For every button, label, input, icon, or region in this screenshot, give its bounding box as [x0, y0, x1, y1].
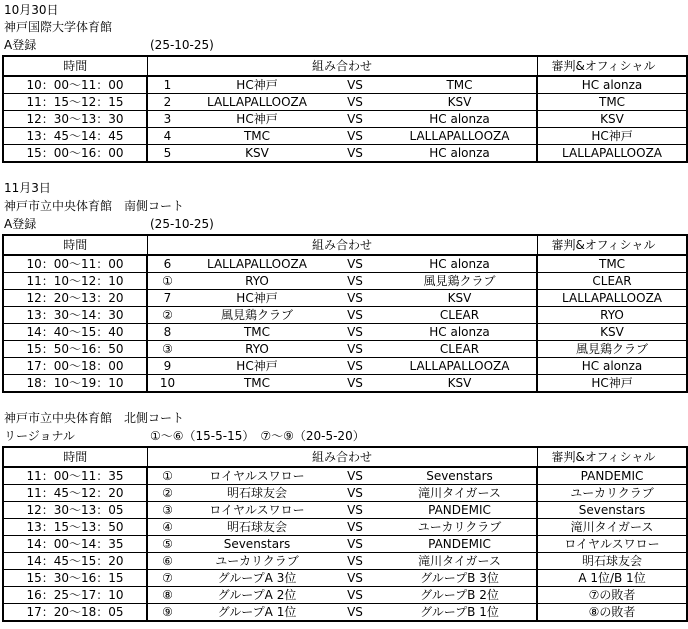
match-number: 4 [147, 128, 187, 145]
team-2: HC alonza [383, 145, 537, 163]
match-number: ① [147, 273, 187, 290]
section-header-line [4, 216, 214, 233]
vs-label: VS [327, 128, 383, 145]
team-1: Sevenstars [187, 536, 327, 553]
column-header-time: 時間 [3, 56, 147, 76]
vs-label: VS [327, 273, 383, 290]
vs-label: VS [327, 358, 383, 375]
referee-team: HC神戸 [537, 128, 687, 145]
section-header-code: ①～⑥（15-5-15） ⑦～⑨（20-5-20） [150, 429, 365, 443]
referee-team: TMC [537, 255, 687, 273]
match-number: ③ [147, 341, 187, 358]
table-row [3, 76, 687, 94]
team-1: RYO [187, 341, 327, 358]
match-time: 16：25～17：10 [3, 587, 147, 604]
vs-label: VS [327, 324, 383, 341]
match-time: 12：30～13：30 [3, 111, 147, 128]
vs-label: VS [327, 485, 383, 502]
referee-team: 風見鶏クラブ [537, 341, 687, 358]
referee-team: LALLAPALLOOZA [537, 145, 687, 163]
team-1: 明石球友会 [187, 485, 327, 502]
vs-label: VS [327, 536, 383, 553]
table-row [3, 604, 687, 622]
match-number: ⑨ [147, 604, 187, 622]
team-1: RYO [187, 273, 327, 290]
team-2: ユーカリクラブ [383, 519, 537, 536]
team-2: CLEAR [383, 307, 537, 324]
section-header-text: A登録 [4, 217, 37, 231]
table-header-row [3, 235, 687, 255]
match-time: 11：45～12：20 [3, 485, 147, 502]
referee-team: 滝川タイガース [537, 519, 687, 536]
referee-team: LALLAPALLOOZA [537, 290, 687, 307]
section-header-line: 神戸市立中央体育館 北側コート [4, 411, 185, 425]
team-1: ロイヤルスワロー [187, 467, 327, 485]
referee-team: HC alonza [537, 358, 687, 375]
column-header-referee: 審判&オフィシャル [537, 235, 687, 255]
table-row [3, 94, 687, 111]
match-number: ④ [147, 519, 187, 536]
table-row [3, 358, 687, 375]
team-1: TMC [187, 128, 327, 145]
team-1: グループA 3位 [187, 570, 327, 587]
match-time: 12：30～13：05 [3, 502, 147, 519]
team-2: グループB 2位 [383, 587, 537, 604]
team-2: グループB 3位 [383, 570, 537, 587]
team-1: ロイヤルスワロー [187, 502, 327, 519]
match-number: ② [147, 485, 187, 502]
match-number: 2 [147, 94, 187, 111]
vs-label: VS [327, 570, 383, 587]
team-2: 風見鶏クラブ [383, 273, 537, 290]
column-header-match: 組み合わせ [147, 447, 537, 467]
match-number: ⑥ [147, 553, 187, 570]
vs-label: VS [327, 145, 383, 163]
team-1: ユーカリクラブ [187, 553, 327, 570]
table-row [3, 519, 687, 536]
match-number: 1 [147, 76, 187, 94]
table-row [3, 111, 687, 128]
match-number: ⑤ [147, 536, 187, 553]
vs-label: VS [327, 290, 383, 307]
team-1: グループA 1位 [187, 604, 327, 622]
match-number: ③ [147, 502, 187, 519]
match-time: 14：00～14：35 [3, 536, 147, 553]
vs-label: VS [327, 553, 383, 570]
match-number: ① [147, 467, 187, 485]
team-1: KSV [187, 145, 327, 163]
vs-label: VS [327, 604, 383, 622]
column-header-time: 時間 [3, 235, 147, 255]
team-2: CLEAR [383, 341, 537, 358]
referee-team: RYO [537, 307, 687, 324]
match-time: 17：00～18：00 [3, 358, 147, 375]
match-number: 7 [147, 290, 187, 307]
table-row [3, 290, 687, 307]
section-header-line: 10月30日 [4, 3, 59, 17]
vs-label: VS [327, 111, 383, 128]
schedule-table [2, 55, 688, 163]
match-time: 10：00～11：00 [3, 76, 147, 94]
section-header-line [4, 428, 365, 445]
table-row [3, 324, 687, 341]
match-number: 3 [147, 111, 187, 128]
table-row [3, 128, 687, 145]
team-2: 滝川タイガース [383, 485, 537, 502]
section-header-code: (25-10-25) [150, 217, 214, 231]
column-header-referee: 審判&オフィシャル [537, 447, 687, 467]
vs-label: VS [327, 341, 383, 358]
section-header-text: A登録 [4, 38, 37, 52]
referee-team: ユーカリクラブ [537, 485, 687, 502]
team-1: TMC [187, 324, 327, 341]
match-time: 13：30～14：30 [3, 307, 147, 324]
match-number: 10 [147, 375, 187, 393]
referee-team: Sevenstars [537, 502, 687, 519]
team-2: KSV [383, 290, 537, 307]
team-2: HC alonza [383, 111, 537, 128]
team-1: LALLAPALLOOZA [187, 94, 327, 111]
team-2: HC alonza [383, 255, 537, 273]
match-number: 9 [147, 358, 187, 375]
referee-team: ⑦の敗者 [537, 587, 687, 604]
table-header-row [3, 56, 687, 76]
column-header-time: 時間 [3, 447, 147, 467]
column-header-match: 組み合わせ [147, 235, 537, 255]
table-row [3, 587, 687, 604]
team-1: HC神戸 [187, 76, 327, 94]
team-1: グループA 2位 [187, 587, 327, 604]
match-time: 15：30～16：15 [3, 570, 147, 587]
team-2: 滝川タイガース [383, 553, 537, 570]
match-time: 14：40～15：40 [3, 324, 147, 341]
team-2: PANDEMIC [383, 502, 537, 519]
team-2: HC alonza [383, 324, 537, 341]
table-row [3, 502, 687, 519]
match-time: 13：15～13：50 [3, 519, 147, 536]
table-row [3, 255, 687, 273]
vs-label: VS [327, 76, 383, 94]
vs-label: VS [327, 307, 383, 324]
team-2: LALLAPALLOOZA [383, 358, 537, 375]
referee-team: 明石球友会 [537, 553, 687, 570]
vs-label: VS [327, 94, 383, 111]
referee-team: HC神戸 [537, 375, 687, 393]
referee-team: ⑧の敗者 [537, 604, 687, 622]
team-2: グループB 1位 [383, 604, 537, 622]
vs-label: VS [327, 375, 383, 393]
table-row [3, 467, 687, 485]
vs-label: VS [327, 467, 383, 485]
section-header-line: 神戸国際大学体育館 [4, 20, 113, 34]
table-row [3, 273, 687, 290]
match-number: ⑧ [147, 587, 187, 604]
match-number: 8 [147, 324, 187, 341]
referee-team: KSV [537, 324, 687, 341]
team-2: Sevenstars [383, 467, 537, 485]
table-row [3, 341, 687, 358]
vs-label: VS [327, 587, 383, 604]
team-2: LALLAPALLOOZA [383, 128, 537, 145]
vs-label: VS [327, 502, 383, 519]
team-1: HC神戸 [187, 111, 327, 128]
match-time: 11：15～12：15 [3, 94, 147, 111]
schedule-table [2, 234, 688, 393]
column-header-referee: 審判&オフィシャル [537, 56, 687, 76]
team-1: LALLAPALLOOZA [187, 255, 327, 273]
schedule-table [2, 446, 688, 622]
match-time: 11：00～11：35 [3, 467, 147, 485]
match-number: ⑦ [147, 570, 187, 587]
table-row [3, 307, 687, 324]
section-header-text: リージョナル [4, 429, 75, 443]
team-1: TMC [187, 375, 327, 393]
team-2: PANDEMIC [383, 536, 537, 553]
team-1: HC神戸 [187, 290, 327, 307]
match-time: 12：20～13：20 [3, 290, 147, 307]
table-row [3, 375, 687, 393]
section-header-line: 11月3日 [4, 181, 51, 195]
column-header-match: 組み合わせ [147, 56, 537, 76]
referee-team: PANDEMIC [537, 467, 687, 485]
match-time: 10：00～11：00 [3, 255, 147, 273]
table-row [3, 145, 687, 163]
referee-team: TMC [537, 94, 687, 111]
team-1: HC神戸 [187, 358, 327, 375]
vs-label: VS [327, 255, 383, 273]
match-number: ② [147, 307, 187, 324]
referee-team: HC alonza [537, 76, 687, 94]
section-header-line: 神戸市立中央体育館 南側コート [4, 199, 185, 213]
vs-label: VS [327, 519, 383, 536]
table-row [3, 553, 687, 570]
match-time: 14：45～15：20 [3, 553, 147, 570]
match-time: 17：20～18：05 [3, 604, 147, 622]
section-header-code: (25-10-25) [150, 38, 214, 52]
table-header-row [3, 447, 687, 467]
match-time: 13：45～14：45 [3, 128, 147, 145]
team-1: 明石球友会 [187, 519, 327, 536]
match-time: 18：10～19：10 [3, 375, 147, 393]
table-row [3, 570, 687, 587]
team-2: KSV [383, 94, 537, 111]
team-2: TMC [383, 76, 537, 94]
section-header-line [4, 37, 214, 54]
referee-team: KSV [537, 111, 687, 128]
match-time: 15：00～16：00 [3, 145, 147, 163]
table-row [3, 536, 687, 553]
match-time: 11：10～12：10 [3, 273, 147, 290]
referee-team: A 1位/B 1位 [537, 570, 687, 587]
table-row [3, 485, 687, 502]
team-1: 風見鶏クラブ [187, 307, 327, 324]
match-time: 15：50～16：50 [3, 341, 147, 358]
match-number: 6 [147, 255, 187, 273]
team-2: KSV [383, 375, 537, 393]
referee-team: ロイヤルスワロー [537, 536, 687, 553]
referee-team: CLEAR [537, 273, 687, 290]
match-number: 5 [147, 145, 187, 163]
